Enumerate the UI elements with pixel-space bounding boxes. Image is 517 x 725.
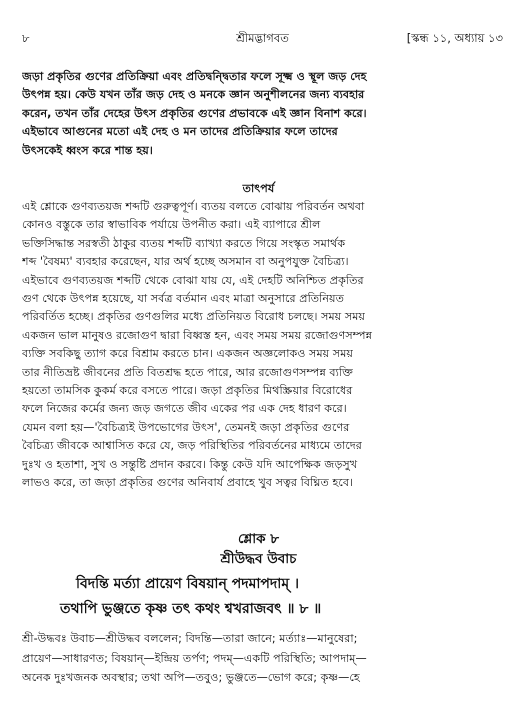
speaker-line: শ্রীউদ্ধব উবাচ bbox=[220, 551, 297, 567]
purport-line: পরিবর্তিত হচ্ছে। প্রকৃতির গুণগুলির মধ্যে প্রতিনিয়ত বিরোধ চলছে। সময় সময় bbox=[22, 310, 366, 324]
purport-heading: তাৎপর্য bbox=[242, 182, 275, 195]
purport-line: গুণ থেকে উৎপন্ন হয়েছে, যা সর্বত্র বর্তমান এবং মাত্রা অনুসারে প্রতিনিয়ত bbox=[22, 292, 345, 306]
running-header bbox=[22, 30, 503, 46]
purport-line: দুঃখ ও হতাশা, সুখ ও সন্তুষ্টি প্রদান করবে। কিন্তু কেউ যদি আপেক্ষিক জড়সুখ bbox=[22, 457, 358, 471]
purport-line: এই শ্লোকে গুণব্যতয়জ শব্দটি গুরুত্বপূর্ণ। ব্যতয় বলতে বোঝায় পরিবর্তন অথবা bbox=[22, 200, 365, 213]
purport-line: তার নীতিভ্রষ্ট জীবনের প্রতি বিতশ্রদ্ধ হতে পারে, আর রজোগুণসম্পন্ন ব্যক্তি bbox=[22, 365, 353, 379]
sanskrit-line: তথাপি ভুঞ্জতে কৃষ্ণ তৎ কথং শ্বখরাজবৎ ॥ ৮ ॥ bbox=[60, 601, 322, 617]
synonyms-line: শ্রী-উদ্ধবঃ উবাচ—শ্রীউদ্ধব বললেন; বিদন্তি—তারা জানে; মর্ত্যাঃ—মানুষেরা; bbox=[22, 632, 358, 645]
purport-line: ব্যক্তি সবকিছু ত্যাগ করে বিশ্রাম করতে চান। একজন অজ্ঞলোকও সময় সময় bbox=[22, 347, 354, 361]
verse-number: শ্লোক ৮ bbox=[237, 531, 280, 547]
translation-line: করেন, তখন তাঁর দেহের উৎস প্রকৃতির গুণের প্রভাবকে এই জ্ঞান বিনাশ করে। bbox=[22, 106, 367, 120]
purport-line: লাভও করে, তা জড়া প্রকৃতির গুণের অনিবার্য প্রবাহে খুব সত্বর বিঘ্নিত হবে। bbox=[22, 476, 354, 490]
translation-line: উৎসকেই ধ্বংস করে শান্ত হয়। bbox=[22, 143, 153, 157]
purport-line: কোনও বস্তুকে তার স্বাভাবিক পর্যায়ে উপনীত করা। এই ব্যাপারে শ্রীল bbox=[22, 218, 321, 232]
purport-line: ভক্তিসিদ্ধান্ত সরস্বতী ঠাকুর ব্যতয় শব্দটি ব্যাখ্যা করতে গিয়ে সংস্কৃত সমার্থক bbox=[22, 236, 346, 250]
purport-line: একজন ভাল মানুষও রজোগুণ দ্বারা বিধ্বস্ত হন, এবং সময় সময় রজোগুণসম্পন্ন bbox=[22, 328, 373, 342]
purport-line: বৈচিত্র্য জীবকে আশ্বাসিত করে যে, জড় পরিস্থিতির পরিবর্তনের মাধ্যমে তাদের bbox=[22, 439, 362, 453]
page-number: ৮ bbox=[22, 31, 30, 45]
translation-line: জড়া প্রকৃতির গুণের প্রতিক্রিয়া এবং প্রতিদ্বন্দ্বিতার ফলে সূক্ষ্ম ও স্থূল জড় দেহ bbox=[22, 70, 367, 83]
translation-line: এইভাবে আগুনের মতো এই দেহ ও মন তাদের প্রতিক্রিয়ার ফলে তাদের bbox=[22, 125, 338, 139]
synonyms-line: অনেক দুঃখজনক অবস্থার; তথা অপি—তবুও; ভুঞ্জতে—ভোগ করে; কৃষ্ণ—হে bbox=[22, 671, 360, 684]
purport-block bbox=[22, 198, 503, 493]
translation-block bbox=[22, 68, 503, 160]
purport-line: শব্দ 'বৈষম্য' ব্যবহার করেছেন, যার অর্থ হচ্ছে অসমান বা অনুপযুক্ত বৈচিত্র্য। bbox=[22, 255, 349, 269]
purport-line: ফলে নিজের কর্মের জন্য জড় জগতে জীব একের পর এক দেহ ধারণ করে। bbox=[22, 402, 347, 416]
synonyms-block bbox=[22, 629, 503, 688]
purport-line: যেমন বলা হয়—'বৈচিত্র্যই উপভোগের উৎস', তেমনই জড়া প্রকৃতির গুণের bbox=[22, 420, 350, 434]
purport-line: এইভাবে গুণব্যতয়জ শব্দটি থেকে বোঝা যায় যে, এই দেহটি অনিশ্চিত প্রকৃতির bbox=[22, 273, 364, 287]
purport-line: হয়তো তামসিক কুকর্ম করে বসতে পারে। জড়া প্রকৃতির মিথস্ক্রিয়ার বিরোধের bbox=[22, 384, 353, 398]
translation-line: উৎপন্ন হয়। কেউ যখন তাঁর জড় দেহ ও মনকে জ্ঞান অনুশীলনের জন্য ব্যবহার bbox=[22, 88, 365, 102]
book-title: শ্রীমদ্ভাগবত bbox=[236, 31, 289, 45]
synonyms-line: প্রায়েণ—সাধারণত; বিষয়ান্—ইন্দ্রিয় তর্পণ; পদম্—একটি পরিস্থিতি; আপদাম্— bbox=[22, 651, 367, 665]
sanskrit-line: বিদন্তি মর্ত্যা প্রায়েণ বিষয়ান্ পদমাপদাম্ । bbox=[76, 576, 299, 592]
section-reference: [স্কন্ধ ১১, অধ্যায় ১৩ bbox=[406, 31, 503, 45]
